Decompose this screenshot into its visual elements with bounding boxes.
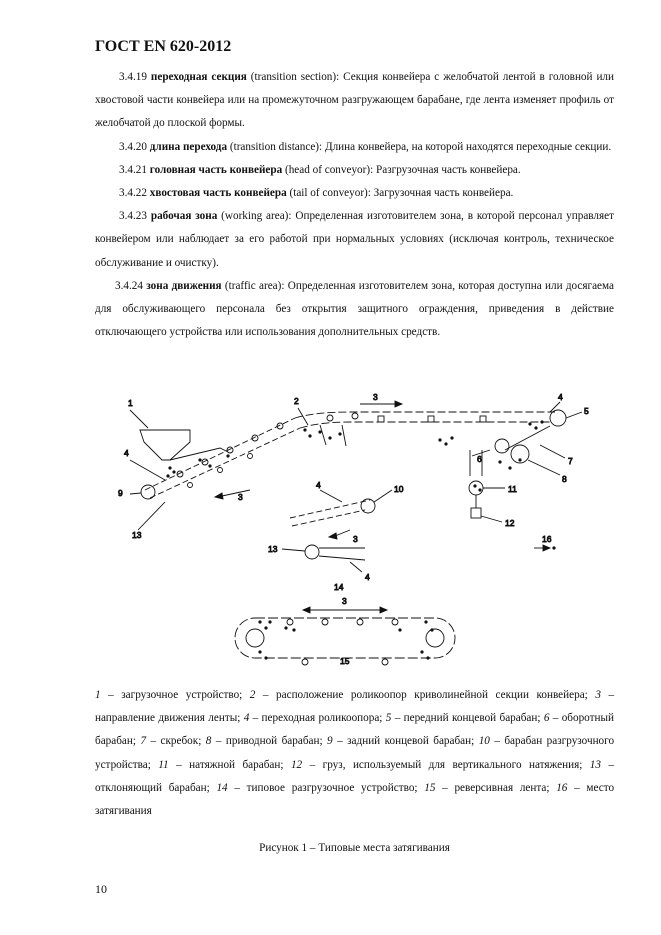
label-11: 11 xyxy=(508,484,517,494)
direction-arrow-return xyxy=(222,490,250,496)
definition-3-4-20: 3.4.20 длина перехода (transition distance): Длина конвейера, на которой находятся переходные секции. xyxy=(119,140,612,153)
reversible-nip-points xyxy=(258,620,433,659)
leader-4a xyxy=(130,460,165,480)
tripper-lower-belt-2 xyxy=(319,556,365,560)
belt-upper-incline xyxy=(145,418,295,490)
definition-3-4-24: 3.4.24 зона движения (traffic area): Определенная изготовителем зона, которая доступна или досягаема для обслуживающего персонала без открытия защитного ограждения, приведения в действие отключающего устройства или использования дополнительных средств. xyxy=(95,279,614,339)
definition-3-4-19: 3.4.19 переходная секция (transition section): Секция конвейера с желобчатой лентой в головной или хвостовой части конвейера или на промежуточном разгружающем барабане, где лента изменяет профиль от желобчатой до плоской формы. xyxy=(95,71,614,130)
figure-title: Рисунок 1 – Типовые места затягивания xyxy=(259,842,450,854)
label-4-tail: 4 xyxy=(124,448,129,458)
snub-pulley xyxy=(495,439,509,453)
label-6: 6 xyxy=(477,454,482,464)
definition-3-4-21: 3.4.21 головная часть конвейера (head of conveyor): Разгрузочная часть конвейера. xyxy=(119,163,521,176)
leader-10 xyxy=(374,490,392,502)
page-number: 10 xyxy=(95,882,107,896)
leader-12 xyxy=(481,516,502,522)
label-5: 5 xyxy=(584,406,589,416)
definition-3-4-22: 3.4.22 хвостовая часть конвейера (tail of conveyor): Загрузочная часть конвейера. xyxy=(119,187,514,200)
definitions-section xyxy=(95,66,614,344)
nip-points xyxy=(166,420,543,491)
tripper-belt-upper xyxy=(290,500,370,518)
curve-support-2 xyxy=(342,425,346,446)
label-4-head: 4 xyxy=(558,392,563,402)
leader-9 xyxy=(130,493,141,494)
figure-legend xyxy=(95,684,614,823)
label-14: 14 xyxy=(334,582,344,592)
label-7: 7 xyxy=(568,456,573,466)
definition-3-4-23: 3.4.23 рабочая зона (working area): Определенная изготовителем зона, в которой персонал управляет конвейером или наблюдает за его работой при нормальных условиях (исключая контроль, техническое обслуживание и очистку). xyxy=(95,210,615,269)
takeup-pulley xyxy=(469,481,483,495)
reversible-pulley-right xyxy=(426,629,444,647)
arrow-head-return xyxy=(215,493,223,499)
tripper-pulley xyxy=(361,499,375,513)
leader-1 xyxy=(130,410,148,428)
horizontal-idlers xyxy=(327,413,486,422)
label-10: 10 xyxy=(394,484,404,494)
nip-legend-dot xyxy=(552,546,555,549)
label-9: 9 xyxy=(118,488,123,498)
label-4-tripper: 4 xyxy=(316,480,321,490)
label-13-tail: 13 xyxy=(132,530,142,540)
leader-8 xyxy=(528,460,560,475)
reversible-arrow-left xyxy=(303,607,310,613)
reversible-pulley-left xyxy=(246,629,264,647)
tripper-arrow xyxy=(335,530,350,536)
label-16: 16 xyxy=(542,534,552,544)
label-3-reversible: 3 xyxy=(342,596,347,606)
belt-upper-horizontal xyxy=(295,412,555,418)
label-2: 2 xyxy=(294,396,299,406)
label-3-tripper: 3 xyxy=(353,534,358,544)
conveyor-diagram-svg xyxy=(110,390,610,680)
reversible-arrow-right xyxy=(380,607,387,613)
label-12: 12 xyxy=(505,518,515,528)
tail-pulley xyxy=(141,485,155,499)
nip-legend-arrow-head xyxy=(543,545,550,551)
label-15: 15 xyxy=(340,656,350,666)
tripper-arrow-head xyxy=(329,533,337,539)
leader-7 xyxy=(540,445,565,458)
deflect-pulley xyxy=(305,545,319,559)
conveyor-diagram xyxy=(110,390,610,680)
label-4-lower: 4 xyxy=(365,572,370,582)
arrow-head-top xyxy=(395,401,402,407)
leader-4c xyxy=(320,490,342,502)
belt-lower-horizontal xyxy=(300,422,550,428)
tripper-belt-lower xyxy=(292,510,365,526)
label-8: 8 xyxy=(562,474,567,484)
leader-13a xyxy=(138,502,165,530)
leader-4d xyxy=(350,562,362,572)
legend-text: 1 – загрузочное устройство; 2 – расположение роликоопор криволинейной секции конвейера; 3 – направление движения ленты; 4 – переходная роликоопора; 5 – передний концевой барабан; 6 – оборотный барабан; 7 – скребок; 8 – приводной барабан; 9 – задний концевой барабан; 10 – барабан разгрузочного устройства; 11 – натяжной барабан; 12 – груз, используемый для вертикального натяжения; 13 – отклоняющий барабан; 14 – типовое разгрузочное устройство; 15 – реверсивная лента; 16 – место затягивания xyxy=(95,689,615,818)
leader-5 xyxy=(566,412,582,418)
belt-lower-incline xyxy=(150,428,300,498)
leader-13b xyxy=(282,549,305,551)
takeup-weight xyxy=(471,508,481,518)
label-1: 1 xyxy=(128,398,133,408)
label-13-tripper: 13 xyxy=(268,544,278,554)
head-pulley xyxy=(550,410,566,426)
curve-support xyxy=(320,425,326,445)
label-3-return: 3 xyxy=(238,492,243,502)
loading-hopper xyxy=(140,430,190,460)
label-3-top: 3 xyxy=(373,392,378,402)
document-header: ГОСТ EN 620-2012 xyxy=(95,38,232,55)
